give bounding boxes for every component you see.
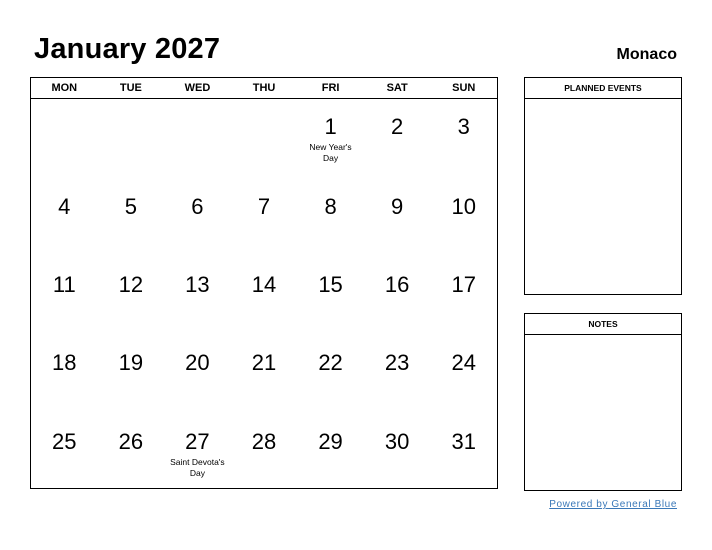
planned-events-panel xyxy=(524,77,682,295)
day-cell xyxy=(430,99,497,179)
day-cell xyxy=(31,99,98,179)
day-number: 21 xyxy=(251,350,277,375)
day-number: 11 xyxy=(52,272,76,297)
day-cell xyxy=(430,179,497,257)
day-cell xyxy=(364,335,431,414)
day-cell xyxy=(297,99,364,179)
day-number: 16 xyxy=(384,272,410,297)
day-cell xyxy=(164,414,231,490)
day-number: 1 xyxy=(324,114,337,139)
weekday-mon: MON xyxy=(51,82,78,94)
day-cell xyxy=(164,257,231,335)
weekday-sat: SAT xyxy=(386,82,408,94)
day-cell xyxy=(231,414,298,490)
day-cell xyxy=(98,335,165,414)
day-number: 2 xyxy=(391,114,404,139)
day-cell xyxy=(231,99,298,179)
day-cell xyxy=(297,414,364,490)
day-number: 3 xyxy=(457,114,470,139)
weekday-tue: TUE xyxy=(119,82,142,94)
day-cell xyxy=(164,99,231,179)
powered-by-link[interactable]: Powered by General Blue xyxy=(549,499,677,510)
day-cell xyxy=(430,414,497,490)
calendar-grid xyxy=(30,77,498,489)
day-number: 5 xyxy=(124,194,137,219)
day-cell xyxy=(98,99,165,179)
weekday-wed: WED xyxy=(184,82,211,94)
day-cell xyxy=(364,414,431,490)
day-number: 8 xyxy=(324,194,337,219)
day-number: 14 xyxy=(251,272,277,297)
planned-events-title: PLANNED EVENTS xyxy=(525,78,681,99)
day-cell xyxy=(31,414,98,490)
day-number: 12 xyxy=(118,272,144,297)
holiday-label: New Year's Day xyxy=(309,142,352,163)
day-number: 27 xyxy=(185,429,210,454)
day-number: 24 xyxy=(451,350,476,375)
day-number: 30 xyxy=(384,429,410,454)
day-cell xyxy=(297,257,364,335)
day-number: 13 xyxy=(185,272,210,297)
day-number: 31 xyxy=(451,429,476,454)
day-cell xyxy=(31,335,98,414)
notes-panel xyxy=(524,313,682,491)
weekday-sun: SUN xyxy=(452,82,476,94)
day-cell xyxy=(430,257,497,335)
day-number: 25 xyxy=(52,429,77,454)
day-cell xyxy=(231,257,298,335)
day-cell xyxy=(364,179,431,257)
country-label: Monaco xyxy=(616,46,677,63)
day-cell xyxy=(364,257,431,335)
day-number: 7 xyxy=(257,194,271,219)
day-number: 22 xyxy=(318,350,343,375)
weekday-header xyxy=(31,78,497,99)
holiday-label: Saint Devota's Day xyxy=(170,457,225,478)
day-cell xyxy=(297,335,364,414)
day-number: 29 xyxy=(318,429,343,454)
day-number: 9 xyxy=(391,194,404,219)
day-cell xyxy=(430,335,497,414)
day-cell xyxy=(297,179,364,257)
day-cell xyxy=(31,257,98,335)
day-grid xyxy=(31,99,497,490)
day-cell xyxy=(164,335,231,414)
notes-title: NOTES xyxy=(525,314,681,335)
day-number: 18 xyxy=(52,350,77,375)
day-cell xyxy=(98,179,165,257)
day-number: 28 xyxy=(251,429,277,454)
day-cell xyxy=(164,179,231,257)
day-cell xyxy=(231,179,298,257)
day-cell xyxy=(31,179,98,257)
day-number: 23 xyxy=(384,350,410,375)
day-number: 15 xyxy=(318,272,343,297)
day-cell xyxy=(231,335,298,414)
day-number: 6 xyxy=(191,194,204,219)
day-number: 20 xyxy=(185,350,210,375)
day-cell xyxy=(364,99,431,179)
calendar-title: January 2027 xyxy=(34,33,221,65)
day-number: 19 xyxy=(118,350,144,375)
day-number: 17 xyxy=(451,272,476,297)
day-number: 4 xyxy=(58,194,71,219)
day-cell xyxy=(98,257,165,335)
weekday-fri: FRI xyxy=(321,82,340,94)
day-cell xyxy=(98,414,165,490)
day-number: 26 xyxy=(118,429,144,454)
weekday-thu: THU xyxy=(252,82,276,94)
day-number: 10 xyxy=(451,194,476,219)
